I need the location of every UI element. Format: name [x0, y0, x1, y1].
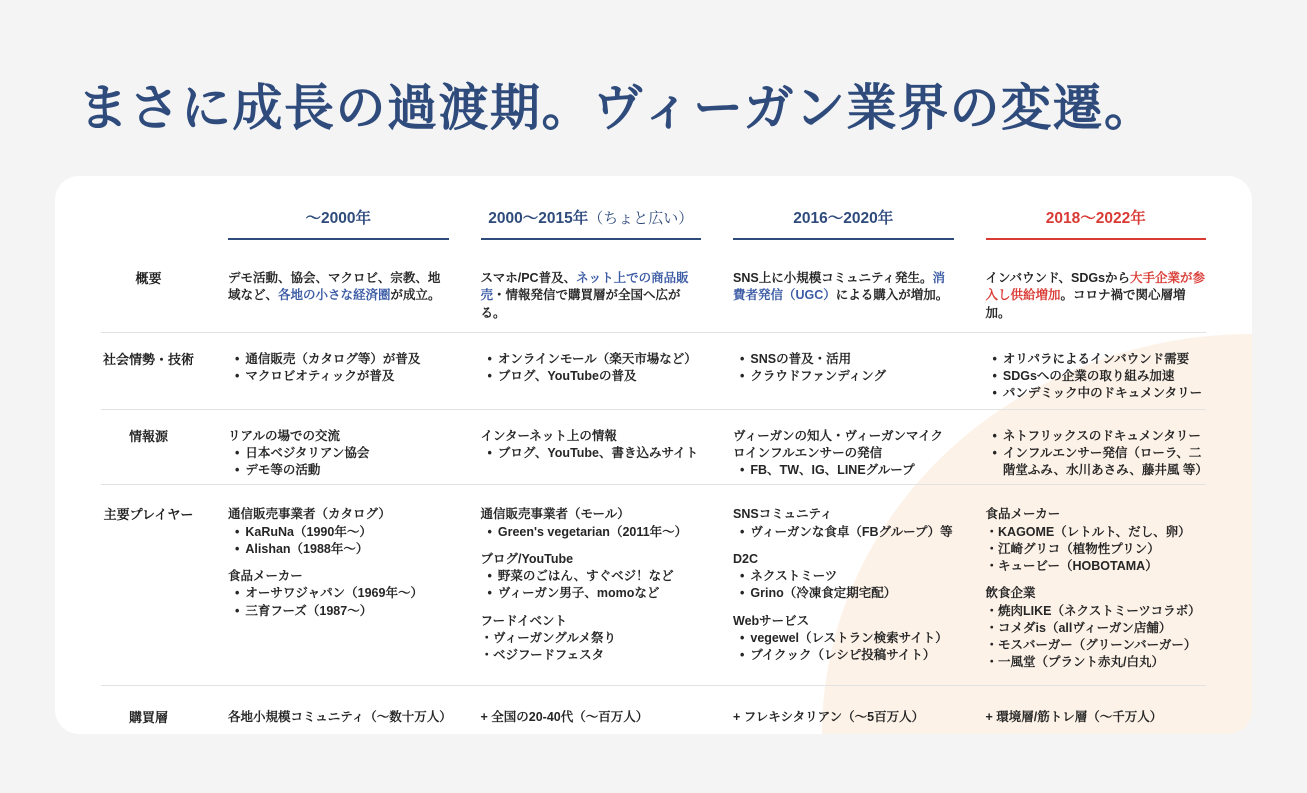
spacer [733, 603, 954, 613]
bullet-text: モスバーガー（グリーンバーガー） [998, 638, 1197, 652]
cell-r1-c1 [481, 351, 702, 403]
bullet-icon: • [740, 630, 745, 645]
table-row-1 [101, 333, 1206, 410]
text-run: 食品メーカー [228, 569, 303, 583]
cell-text [733, 506, 954, 523]
bullet-item [481, 368, 702, 385]
bullet-item [986, 385, 1207, 402]
bullet-text: オリパラによるインバウンド需要 [1002, 351, 1190, 366]
text-run: 。コロナ禍で関心層増加。 [985, 288, 1186, 320]
bullet-icon: ・ [985, 638, 999, 652]
cell-text [228, 709, 452, 726]
text-run: SNSコミュニティ [733, 507, 833, 522]
bullet-item [481, 445, 702, 462]
table-row-4 [101, 686, 1206, 735]
bullet-icon: • [487, 586, 492, 601]
column-header-label: 2000～2015年 [488, 210, 589, 227]
bullet-item [481, 647, 702, 664]
bullet-item [481, 630, 702, 647]
header-spacer [101, 206, 196, 240]
bullet-icon: • [740, 569, 745, 583]
bullet-icon: • [992, 386, 997, 401]
cell-r2-c2 [733, 428, 954, 480]
bullet-item [986, 445, 1207, 480]
bullet-text: KaRuNa（1990年～） [245, 524, 372, 539]
spacer [481, 541, 702, 551]
spacer [733, 541, 954, 551]
row-label-4: 購買層 [128, 709, 168, 725]
cell-r4-c2 [733, 709, 954, 727]
highlight-blue: ネット上での商品販売 [480, 271, 689, 303]
text-run: が成立。 [390, 288, 441, 303]
bullet-icon: • [740, 524, 745, 539]
bullet-item [986, 620, 1207, 637]
text-run: インターネット上の情報 [480, 428, 617, 443]
column-header-label: 2016～2020年 [793, 210, 894, 227]
text-run: スマホ/PC普及、 [480, 271, 577, 285]
text-run: 通信販売事業者（モール） [480, 507, 630, 522]
cell-text [481, 428, 702, 445]
text-run: + フレキシタリアン（～5百万人） [733, 709, 925, 724]
text-run: SNS上に小規模コミュニティ発生。 [733, 271, 933, 285]
cell-text [228, 506, 449, 523]
bullet-icon: • [487, 445, 492, 460]
cell-r0-c2 [733, 270, 954, 322]
bullet-icon: • [235, 351, 240, 366]
bullet-text: ネクストミーツ [750, 569, 838, 583]
bullet-item [733, 647, 954, 664]
spacer [481, 603, 702, 613]
cell-r3-c3 [986, 506, 1207, 671]
cell-r0-c3 [986, 270, 1207, 322]
cell-text [481, 270, 702, 322]
bullet-icon: • [235, 524, 240, 539]
bullet-text: 一風堂（プラント赤丸/白丸） [998, 655, 1164, 670]
column-header-1 [481, 206, 702, 240]
bullet-text: オンラインモール（楽天市場など） [497, 351, 697, 366]
bullet-icon: • [992, 445, 997, 460]
bullet-icon: • [740, 648, 745, 662]
bullet-item [228, 462, 449, 479]
bullet-icon: • [992, 351, 997, 366]
cell-text [481, 551, 702, 568]
bullet-item [228, 351, 449, 368]
text-run: 各地小規模コミュニティ（～数十万人） [228, 709, 452, 724]
cell-r4-c0 [228, 709, 452, 727]
bullet-text: ヴィーガングルメ祭り [493, 630, 617, 645]
bullet-icon: • [487, 524, 492, 539]
row-label-0: 概要 [135, 271, 162, 286]
bullet-icon: ・ [985, 620, 999, 635]
bullet-item [733, 585, 954, 602]
bullet-text: Grino（冷凍食定期宅配） [750, 586, 897, 601]
cell-text [986, 585, 1207, 602]
bullet-text: ブログ、YouTube、書き込みサイト [497, 445, 699, 460]
bullet-text: コメダis（allヴィーガン店舗） [998, 620, 1172, 635]
cell-text [733, 551, 954, 568]
bullet-text: ネトフリックスのドキュメンタリー [1002, 428, 1201, 443]
text-run: インバウンド、SDGsから [985, 271, 1131, 285]
bullet-icon: • [487, 569, 492, 583]
cell-r3-c1 [481, 506, 702, 671]
table-row-2 [101, 410, 1206, 486]
text-run: Webサービス [733, 613, 810, 628]
cell-text [986, 709, 1207, 726]
bullet-text: SDGsへの企業の取り組み加速 [1002, 369, 1175, 383]
column-header-3 [986, 206, 1207, 240]
bullet-icon: ・ [985, 559, 999, 573]
spacer [228, 558, 449, 568]
cell-text [481, 613, 702, 630]
cell-r1-c0 [228, 351, 449, 403]
bullet-text: ベジフードフェスタ [493, 648, 605, 662]
highlight-red: 大手企業が参入し供給増加 [985, 271, 1206, 303]
bullet-text: オーサワジャパン（1969年～） [245, 586, 423, 601]
cell-r2-c1 [481, 428, 702, 480]
bullet-item [986, 603, 1207, 620]
bullet-item [481, 351, 702, 368]
bullet-item [481, 585, 702, 602]
bullet-text: マクロビオティックが普及 [245, 369, 395, 383]
cell-text [481, 709, 702, 726]
bullet-item [228, 524, 449, 541]
row-label-2: 情報源 [128, 428, 168, 444]
bullet-icon: • [992, 369, 997, 383]
bullet-item [733, 351, 954, 368]
bullet-item [986, 428, 1207, 445]
bullet-text: 焼肉LIKE（ネクストミーツコラボ） [998, 603, 1201, 618]
cell-text [986, 270, 1207, 322]
timeline-card [55, 176, 1252, 734]
cell-r4-c1 [481, 709, 702, 727]
bullet-item [733, 568, 954, 585]
bullet-text: 日本ベジタリアン協会 [245, 445, 370, 460]
bullet-icon: ・ [985, 541, 999, 556]
bullet-icon: ・ [985, 655, 999, 670]
row-label-1: 社会情勢・技術 [102, 351, 194, 367]
bullet-item [228, 445, 449, 462]
highlight-blue: 各地の小さな経済圏 [278, 288, 391, 303]
text-run: リアルの場での交流 [228, 428, 341, 443]
bullet-text: クラウドファンディング [750, 369, 887, 383]
bullet-text: ブイクック（レシピ投稿サイト） [750, 648, 936, 662]
text-run: デモ活動、協会、マクロビ、宗教、地域など、 [228, 271, 441, 303]
bullet-text: パンデミック中のドキュメンタリー [1002, 386, 1203, 401]
bullet-icon: • [740, 586, 745, 601]
text-run: による購入が増加。 [835, 288, 949, 303]
bullet-item [733, 630, 954, 647]
bullet-icon: • [235, 445, 240, 460]
bullet-item [986, 351, 1207, 368]
highlight-blue: 消費者発信（UGC） [733, 271, 945, 303]
bullet-text: vegewel（レストラン検索サイト） [750, 630, 948, 645]
cell-r3-c0 [228, 506, 449, 671]
bullet-icon: • [235, 586, 240, 601]
bullet-icon: • [235, 369, 240, 383]
cell-r2-c0 [228, 428, 449, 480]
page-title: まさに成長の過渡期。ヴィーガン業界の変遷。 [78, 80, 1156, 136]
bullet-text: デモ等の活動 [245, 463, 321, 477]
spacer [986, 575, 1207, 585]
bullet-item [228, 368, 449, 385]
text-run: 通信販売事業者（カタログ） [228, 507, 391, 522]
bullet-item [733, 524, 954, 541]
bullet-item [986, 541, 1207, 558]
cell-text [228, 270, 449, 305]
cell-text [228, 568, 449, 585]
bullet-icon: • [235, 603, 240, 618]
text-run: + 環境層/筋トレ層（～千万人） [985, 709, 1163, 724]
text-run: ヴィーガンの知人・ヴィーガンマイクロインフルエンサーの発信 [733, 428, 944, 460]
bullet-icon: • [740, 369, 745, 383]
bullet-text: Alishan（1988年～） [245, 541, 369, 556]
cell-text [733, 428, 954, 463]
cell-text [481, 506, 702, 523]
bullet-text: Green's vegetarian（2011年～） [497, 524, 688, 539]
bullet-icon: • [487, 351, 492, 366]
bullet-item [481, 568, 702, 585]
bullet-text: SNSの普及・活用 [750, 351, 852, 366]
bullet-item [986, 524, 1207, 541]
bullet-icon: ・ [985, 524, 999, 539]
bullet-icon: • [235, 463, 240, 477]
bullet-text: 三育フーズ（1987～） [245, 603, 373, 618]
bullet-text: 江崎グリコ（植物性プリン） [998, 541, 1160, 556]
cell-r4-c3 [986, 709, 1207, 727]
cell-r2-c3 [986, 428, 1207, 480]
cell-r1-c3 [986, 351, 1207, 403]
text-run: + 全国の20-40代（～百万人） [480, 709, 649, 724]
bullet-item [228, 541, 449, 558]
bullet-icon: ・ [480, 630, 494, 645]
column-header-label: 2018～2022年 [1045, 210, 1146, 227]
bullet-item [481, 524, 702, 541]
bullet-text: インフルエンサー発信（ローラ、二階堂ふみ、水川あさみ、藤井風 等） [1002, 445, 1208, 477]
column-header-2 [733, 206, 954, 240]
bullet-text: KAGOME（レトルト、だし、卵） [998, 524, 1191, 539]
column-header-label: ～2000年 [305, 210, 371, 227]
row-label-3: 主要プレイヤー [103, 507, 194, 523]
column-header-note: （ちょと広い） [588, 210, 694, 227]
bullet-text: 野菜のごはん、すぐベジ！など [497, 569, 674, 583]
cell-r0-c0 [228, 270, 449, 322]
bullet-icon: • [740, 351, 745, 366]
bullet-item [986, 654, 1207, 671]
bullet-item [228, 585, 449, 602]
bullet-icon: • [235, 541, 240, 556]
bullet-text: 通信販売（カタログ等）が普及 [245, 351, 421, 366]
table-header-row [101, 176, 1206, 240]
cell-text [733, 613, 954, 630]
bullet-text: FB、TW、IG、LINEグループ [750, 463, 915, 477]
text-run: 食品メーカー [985, 507, 1061, 522]
bullet-text: キュービー（HOBOTAMA） [998, 559, 1158, 573]
cell-text [986, 506, 1207, 523]
bullet-item [733, 462, 954, 479]
bullet-item [733, 368, 954, 385]
bullet-text: ヴィーガン男子、momoなど [497, 586, 660, 601]
bullet-item [986, 368, 1207, 385]
cell-r3-c2 [733, 506, 954, 671]
cell-text [733, 709, 954, 726]
bullet-icon: • [740, 463, 745, 477]
cell-r1-c2 [733, 351, 954, 403]
cell-text [228, 428, 449, 445]
column-header-0 [228, 206, 449, 240]
cell-r0-c1 [481, 270, 702, 322]
bullet-icon: ・ [480, 648, 494, 662]
text-run: D2C [733, 551, 759, 566]
bullet-text: ブログ、YouTubeの普及 [497, 369, 637, 383]
text-run: ・情報発信で購買層が全国へ広がる。 [480, 288, 681, 320]
text-run: ブログ/YouTube [480, 551, 574, 566]
bullet-icon: • [992, 428, 997, 443]
table-row-0 [101, 240, 1206, 333]
bullet-item [986, 637, 1207, 654]
bullet-text: ヴィーガンな食卓（FBグループ）等 [750, 524, 953, 539]
cell-text [733, 270, 954, 305]
table-row-3 [101, 485, 1206, 685]
text-run: 飲食企業 [985, 586, 1036, 601]
text-run: フードイベント [480, 613, 568, 628]
bullet-item [986, 558, 1207, 575]
bullet-icon: ・ [985, 603, 999, 618]
bullet-item [228, 603, 449, 620]
timeline-table [55, 176, 1252, 734]
bullet-icon: • [487, 369, 492, 383]
